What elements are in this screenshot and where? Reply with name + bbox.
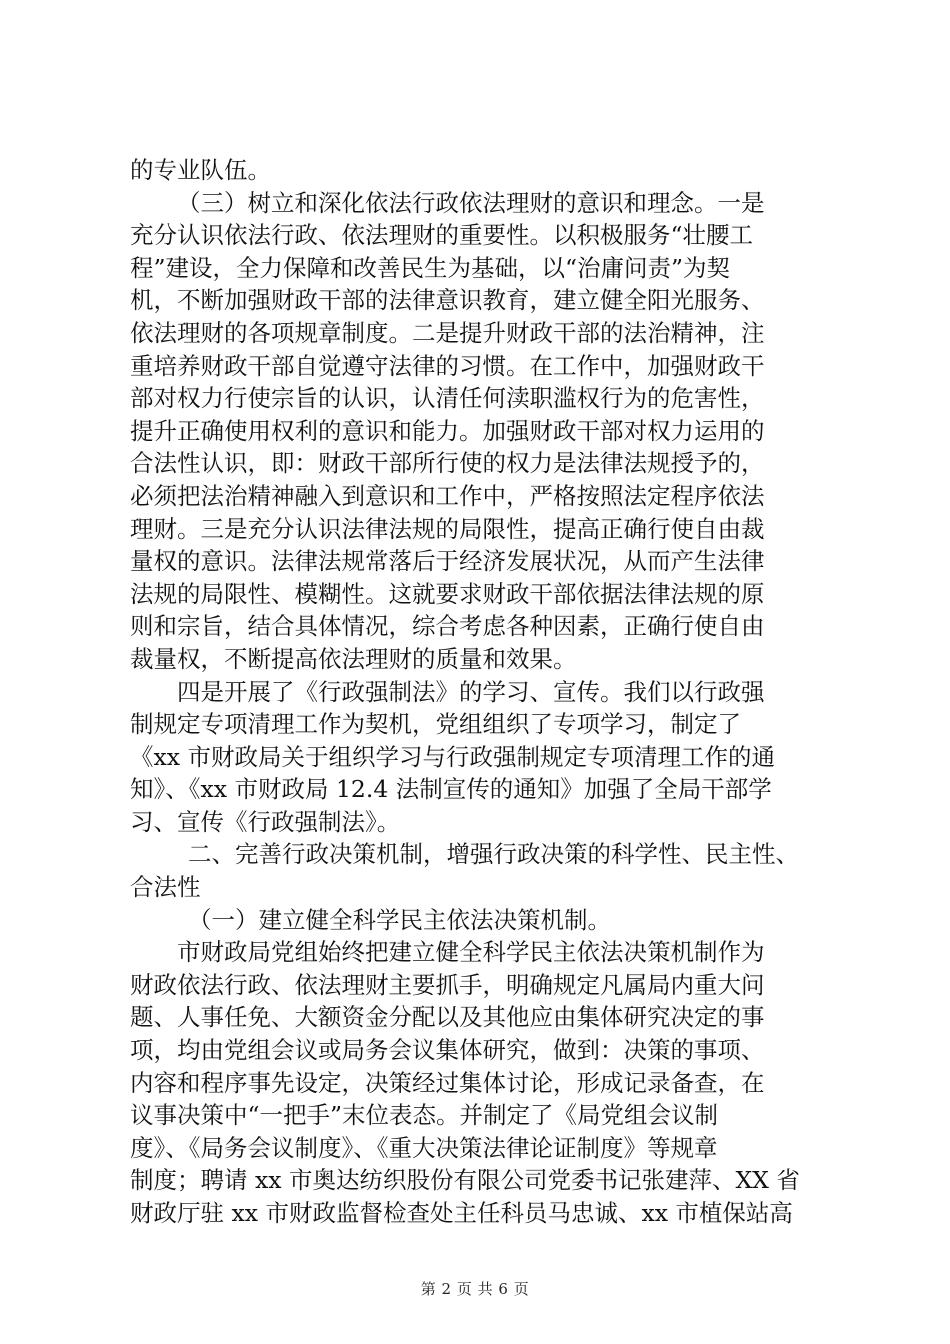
text-line: 部对权力行使宗旨的认识，认清任何渎职滥权行为的危害性，	[130, 384, 765, 413]
text-line: 合法性	[130, 873, 201, 902]
text-line: 裁量权，不断提高依法理财的质量和效果。	[130, 644, 577, 673]
text-line: 程”建设，全力保障和改善民生为基础，以“治庸问责”为契	[130, 253, 731, 282]
paragraph-start: 四是开展了《行政强制法》的学习、宣传。我们以行政强	[177, 677, 765, 706]
text-line: 制度；聘请 xx 市奥达纺织股份有限公司党委书记张建萍、XX 省	[130, 1166, 800, 1195]
section-heading: 二、完善行政决策机制，增强行政决策的科学性、民主性、	[188, 840, 799, 869]
text-line: 题、人事任免、大额资金分配以及其他应由集体研究决定的事	[130, 1003, 765, 1032]
text-line: 机，不断加强财政干部的法律意识教育，建立健全阳光服务、	[130, 286, 765, 315]
text-line: 内容和程序事先设定，决策经过集体讨论，形成记录备查，在	[130, 1068, 765, 1097]
text-line: 依法理财的各项规章制度。二是提升财政干部的法治精神，注	[130, 318, 765, 347]
text-line: 财政依法行政、依法理财主要抓手，明确规定凡属局内重大问	[130, 970, 765, 999]
text-line: 的专业队伍。	[130, 156, 271, 184]
text-line: 度》、《局务会议制度》、《重大决策法律论证制度》等规章	[130, 1133, 718, 1162]
text-line: 项，均由党组会议或局务会议集体研究，做到：决策的事项、	[130, 1036, 765, 1065]
text-line: 知》、《xx 市财政局 12.4 法制宣传的通知》加强了全局干部学	[130, 775, 772, 804]
text-line: 重培养财政干部自觉遵守法律的习惯。在工作中，加强财政干	[130, 351, 765, 380]
document-body	[130, 154, 850, 1230]
subsection-heading: （一）建立健全科学民主依法决策机制。	[188, 905, 611, 934]
text-line: 法规的局限性、模糊性。这就要求财政干部依据法律法规的原	[130, 579, 765, 608]
text-line: 必须把法治精神融入到意识和工作中，严格按照法定程序依法	[130, 481, 765, 510]
text-line: 则和宗旨，结合具体情况，综合考虑各种因素，正确行使自由	[130, 612, 765, 641]
text-line: 习、宣传《行政强制法》。	[130, 807, 401, 836]
text-line: 议事决策中“一把手”末位表态。并制定了《局党组会议制	[130, 1101, 719, 1130]
text-line: 《xx 市财政局关于组织学习与行政强制规定专项清理工作的通	[130, 742, 775, 771]
text-line: 合法性认识，即：财政干部所行使的权力是法律法规授予的，	[130, 449, 765, 478]
text-line: 量权的意识。法律法规常落后于经济发展状况，从而产生法律	[130, 547, 765, 576]
text-line: 制规定专项清理工作为契机，党组组织了专项学习，制定了	[130, 710, 741, 739]
text-line: 财政厅驻 xx 市财政监督检查处主任科员马忠诚、xx 市植保站高	[130, 1199, 793, 1227]
page-number-footer: 第 2 页 共 6 页	[420, 1280, 530, 1298]
paragraph-start: 市财政局党组始终把建立健全科学民主依法决策机制作为	[177, 938, 765, 967]
text-line: 充分认识依法行政、依法理财的重要性。以积极服务“壮腰工	[130, 221, 754, 250]
text-line: 理财。三是充分认识法律法规的局限性，提高正确行使自由裁	[130, 514, 765, 543]
section-heading: （三）树立和深化依法行政依法理财的意识和理念。一是	[177, 188, 765, 217]
text-line: 提升正确使用权利的意识和能力。加强财政干部对权力运用的	[130, 416, 765, 445]
